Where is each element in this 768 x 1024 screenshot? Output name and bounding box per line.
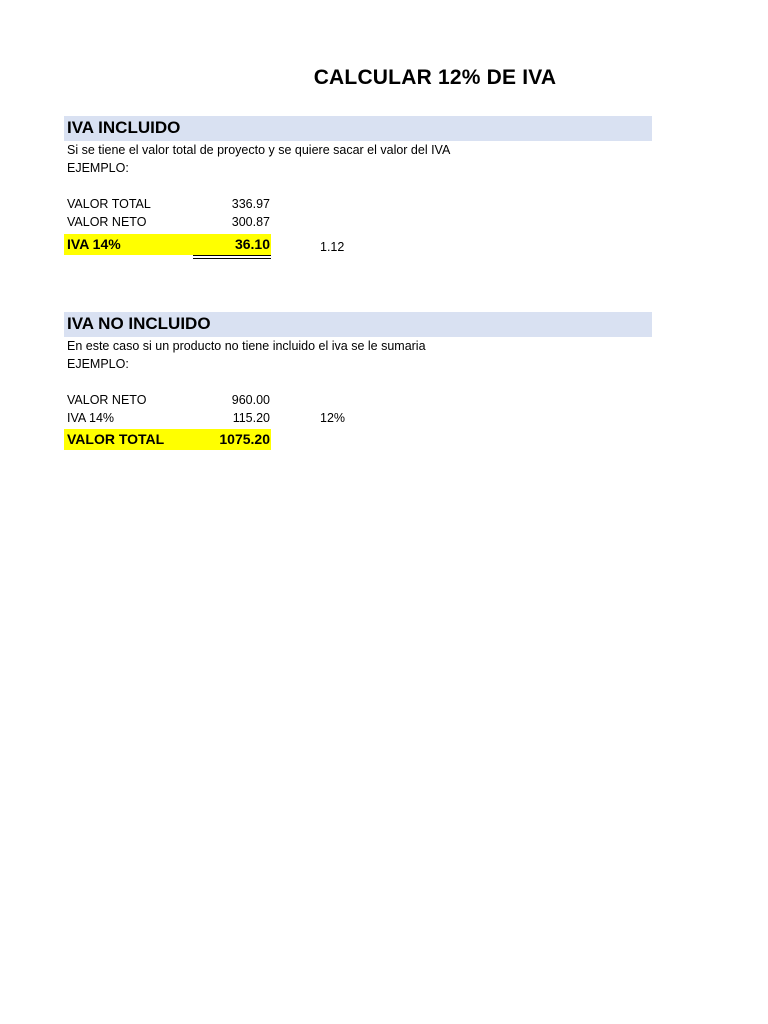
- double-underline: [193, 255, 271, 259]
- section-title: IVA INCLUIDO: [67, 118, 181, 137]
- section-header-iva-no-incluido: [64, 312, 652, 337]
- highlight-value: 36.10: [234, 236, 270, 252]
- row-label-valor-neto: VALOR NETO: [67, 393, 147, 407]
- row-label-valor-total: VALOR TOTAL: [67, 197, 151, 211]
- row-value-valor-total: 336.97: [231, 197, 270, 211]
- row-label-valor-neto: VALOR NETO: [67, 215, 147, 229]
- highlight-label: IVA 14%: [67, 236, 121, 252]
- row-value-valor-neto: 300.87: [231, 215, 270, 229]
- row-value-iva: 115.20: [232, 411, 270, 425]
- page-title: CALCULAR 12% DE IVA: [313, 66, 557, 89]
- section-header-iva-incluido: [64, 116, 652, 141]
- row-label-iva: IVA 14%: [67, 411, 115, 425]
- factor-value: 1.12: [320, 240, 345, 254]
- highlight-value: 1075.20: [219, 431, 270, 447]
- highlight-label: VALOR TOTAL: [67, 431, 165, 447]
- section-description: En este caso si un producto no tiene incluido el iva se le sumaria: [67, 339, 426, 353]
- example-label: EJEMPLO:: [67, 161, 129, 175]
- highlight-row-iva: [64, 234, 271, 255]
- section-title: IVA NO INCLUIDO: [67, 314, 211, 333]
- example-label: EJEMPLO:: [67, 357, 129, 371]
- rate-value: 12%: [320, 411, 346, 425]
- row-value-valor-neto: 960.00: [231, 393, 270, 407]
- section-description: Si se tiene el valor total de proyecto y se quiere sacar el valor del IVA: [67, 143, 451, 157]
- highlight-row-valor-total: [64, 429, 271, 450]
